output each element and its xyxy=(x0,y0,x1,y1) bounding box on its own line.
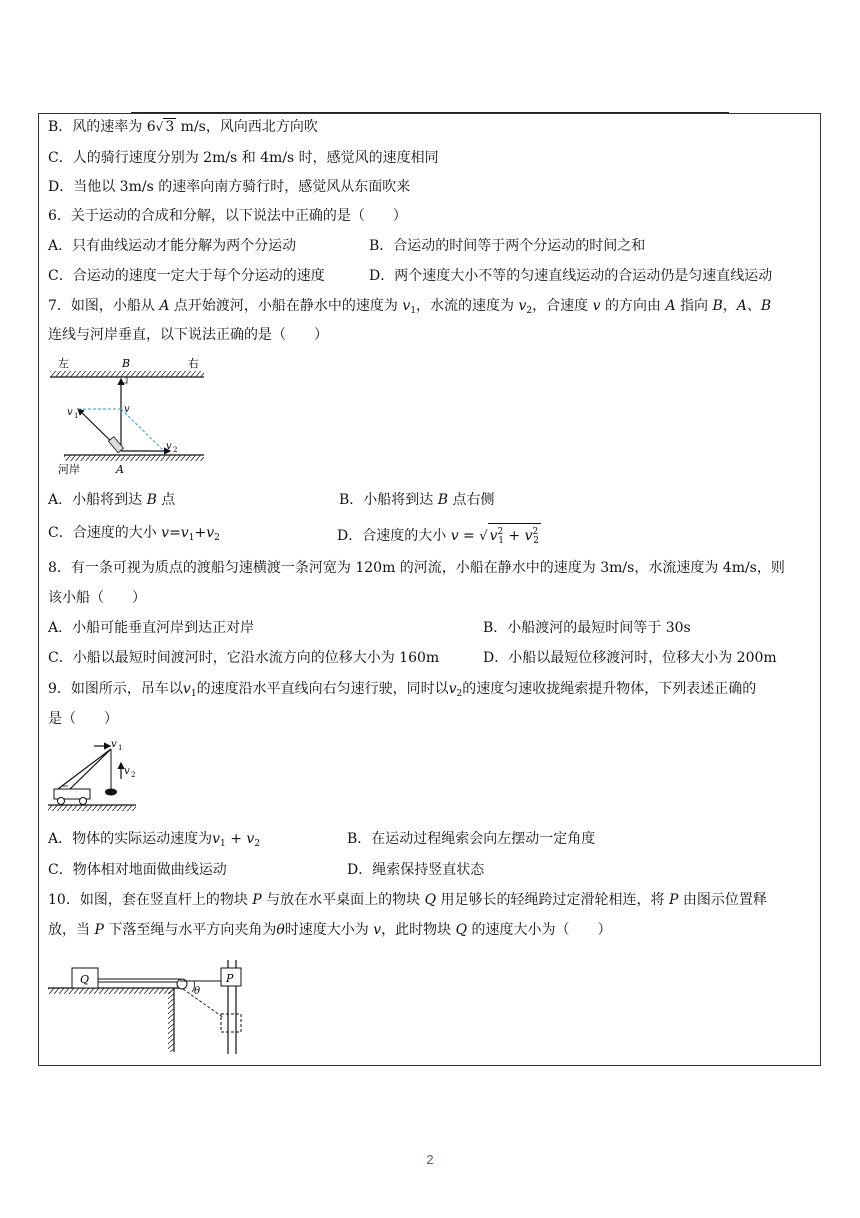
q10-pulley-figure xyxy=(44,952,252,1062)
q8-option-a: A．小船可能垂直河岸到达正对岸 xyxy=(48,620,255,636)
q6-option-b: B．合运动的时间等于两个分运动的时间之和 xyxy=(369,238,646,254)
fig-point-b: B xyxy=(122,357,131,370)
q9-crane-figure xyxy=(44,737,140,813)
q8-option-c: C．小船以最短时间渡河时，它沿水流方向的位移大小为 160m xyxy=(48,650,440,666)
q7-river-figure xyxy=(44,355,210,477)
q8-stem-line1: 8．有一条可视为质点的渡船匀速横渡一条河宽为 120m 的河流，小船在静水中的速度为 3m/s，水流速度为 4m/s，则 xyxy=(48,560,785,576)
q9-stem-line2: 是（ ） xyxy=(48,711,118,727)
svg-text:1: 1 xyxy=(118,744,123,752)
q9-option-c: C．物体相对地面做曲线运动 xyxy=(48,862,227,878)
q9-option-b: B．在运动过程绳索会向左摆动一定角度 xyxy=(347,831,596,847)
q10-stem-line1: 10．如图，套在竖直杆上的物块 P 与放在水平桌面上的物块 Q 用足够长的轻绳跨过定滑轮相连，将 P 由图示位置释 xyxy=(48,892,767,908)
fig-v2-label: v xyxy=(166,441,172,452)
fig-block-p: P xyxy=(226,972,234,985)
q8-option-b: B．小船渡河的最短时间等于 30s xyxy=(483,620,691,636)
q7-stem-line2: 连线与河岸垂直，以下说法正确的是（ ） xyxy=(48,327,328,343)
q9-stem-line1: 9．如图所示，吊车以$v_1$的速度沿水平直线向右匀速行驶，同时以$v_2$的速度匀速收拢绳索提升物体，下列表述正确的 xyxy=(48,681,757,699)
q7-option-c: C．合速度的大小 $v=v_1+v_2$ xyxy=(48,525,220,543)
q5-option-d: D．当他以 3m/s 的速率向南方骑行时，感觉风从东面吹来 xyxy=(48,179,411,195)
fig-crane-v1: v xyxy=(111,739,117,750)
q7-stem-line1: 7．如图，小船从 A 点开始渡河，小船在静水中的速度为 $v_1$，水流的速度为 $v_2$，合速度 v 的方向由 A 指向 B，A、B xyxy=(48,298,772,316)
q8-option-d: D．小船以最短位移渡河时，位移大小为 200m xyxy=(483,650,777,666)
q8-stem-line2: 该小船（ ） xyxy=(48,590,146,606)
fig-right-label: 右 xyxy=(188,357,199,370)
q9-option-a: A．物体的实际运动速度为$v_1 + v_2$ xyxy=(48,831,261,849)
q9-option-d: D．绳索保持竖直状态 xyxy=(347,862,485,878)
q7-option-d: D．合速度的大小 v = √ $v^2_1 + v^2_2$ xyxy=(337,523,541,549)
fig-v-label: v xyxy=(124,404,130,415)
page-number: 2 xyxy=(426,1152,434,1167)
q10-stem-line2: 放，当 P 下落至绳与水平方向夹角为θ时速度大小为 v，此时物块 Q 的速度大小为（ ） xyxy=(48,922,612,938)
q6-option-d: D．两个速度大小不等的匀速直线运动的合运动仍是匀速直线运动 xyxy=(369,268,773,284)
fig-theta: θ xyxy=(194,986,201,997)
svg-text:2: 2 xyxy=(173,446,178,454)
q6-stem: 6．关于运动的合成和分解，以下说法中正确的是（ ） xyxy=(48,208,407,224)
fig-left-label: 左 xyxy=(58,357,69,370)
svg-text:1: 1 xyxy=(74,412,79,420)
q7-option-b: B．小船将到达 B 点右侧 xyxy=(339,492,495,508)
fig-point-a: A xyxy=(116,463,124,476)
q7-option-a: A．小船将到达 B 点 xyxy=(48,492,176,508)
svg-text:2: 2 xyxy=(131,771,136,779)
fig-block-q: Q xyxy=(80,973,90,986)
fig-v1-label: v xyxy=(67,407,73,418)
q6-option-c: C．合运动的速度一定大于每个分运动的速度 xyxy=(48,268,325,284)
fig-bank-label: 河岸 xyxy=(58,463,80,476)
fig-crane-v2: v xyxy=(124,766,130,777)
q6-option-a: A．只有曲线运动才能分解为两个分运动 xyxy=(48,238,297,254)
q5-option-b: B．风的速率为 6√ 3 m/s，风向西北方向吹 xyxy=(48,119,318,135)
q5-option-c: C．人的骑行速度分别为 2m/s 和 4m/s 时，感觉风的速度相同 xyxy=(48,150,439,166)
